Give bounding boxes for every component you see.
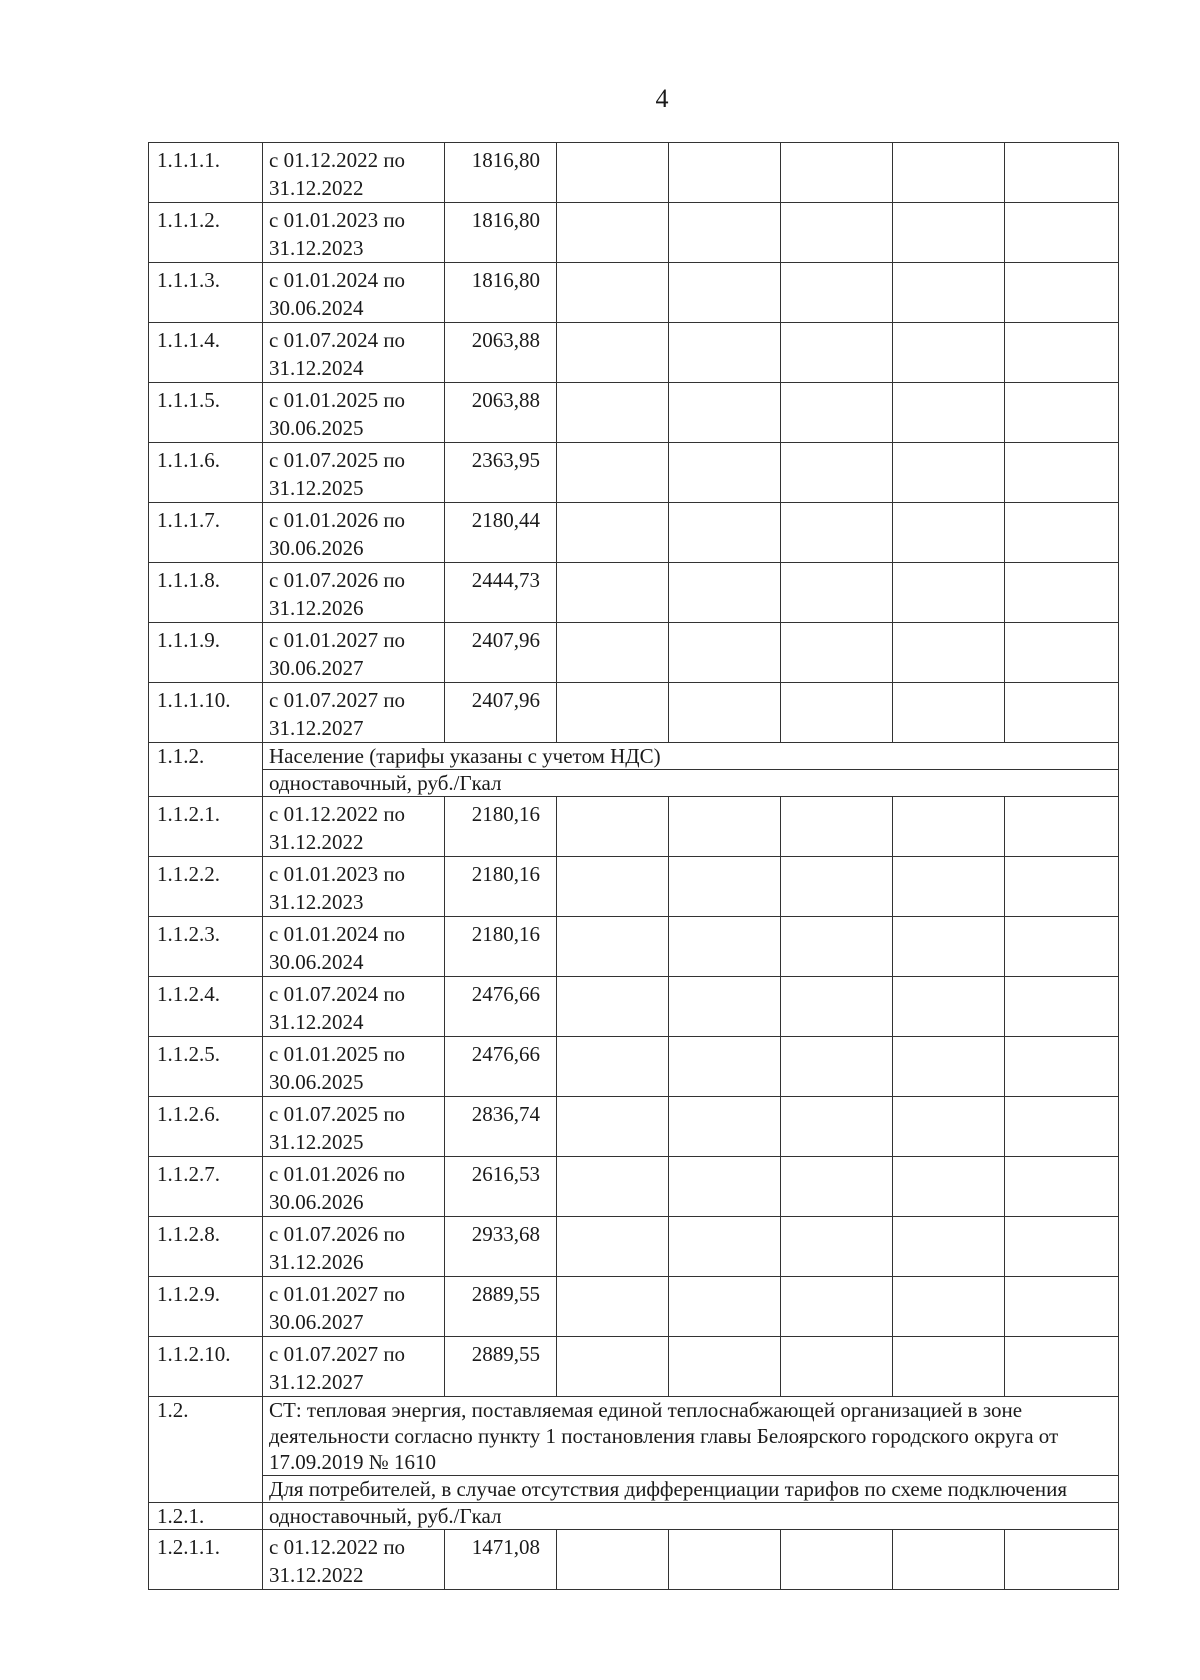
tariff-value-cell: 2063,88 bbox=[445, 383, 557, 443]
empty-cell bbox=[557, 383, 669, 443]
empty-cell bbox=[669, 683, 781, 743]
empty-cell bbox=[557, 1097, 669, 1157]
row-number-cell: 1.1.1.10. bbox=[149, 683, 263, 743]
empty-cell bbox=[669, 917, 781, 977]
empty-cell bbox=[893, 1277, 1005, 1337]
empty-cell bbox=[557, 857, 669, 917]
empty-cell bbox=[781, 1277, 893, 1337]
empty-cell bbox=[669, 1337, 781, 1397]
empty-cell bbox=[1005, 1097, 1119, 1157]
page-number: 4 bbox=[655, 84, 669, 113]
empty-cell bbox=[669, 623, 781, 683]
period-cell: с 01.07.2025 по 31.12.2025 bbox=[263, 443, 445, 503]
tariff-table bbox=[148, 142, 1119, 1590]
table-row bbox=[149, 1337, 1119, 1397]
tariff-value-cell: 2616,53 bbox=[445, 1157, 557, 1217]
empty-cell bbox=[781, 143, 893, 203]
table-row bbox=[149, 683, 1119, 743]
empty-cell bbox=[893, 917, 1005, 977]
tariff-value-cell: 2836,74 bbox=[445, 1097, 557, 1157]
table-row bbox=[149, 263, 1119, 323]
empty-cell bbox=[781, 1037, 893, 1097]
row-number-cell: 1.1.2.9. bbox=[149, 1277, 263, 1337]
empty-cell bbox=[669, 1037, 781, 1097]
table-row bbox=[149, 503, 1119, 563]
period-cell: с 01.01.2025 по 30.06.2025 bbox=[263, 1037, 445, 1097]
table-row bbox=[149, 1476, 1119, 1503]
empty-cell bbox=[781, 1097, 893, 1157]
table-row bbox=[149, 917, 1119, 977]
row-number-cell: 1.1.1.7. bbox=[149, 503, 263, 563]
period-cell: с 01.07.2024 по 31.12.2024 bbox=[263, 977, 445, 1037]
empty-cell bbox=[781, 797, 893, 857]
empty-cell bbox=[781, 203, 893, 263]
tariff-value-cell: 2476,66 bbox=[445, 1037, 557, 1097]
row-number-cell: 1.1.2.3. bbox=[149, 917, 263, 977]
row-number-cell: 1.1.2.1. bbox=[149, 797, 263, 857]
empty-cell bbox=[557, 797, 669, 857]
empty-cell bbox=[557, 1530, 669, 1590]
empty-cell bbox=[557, 1037, 669, 1097]
empty-cell bbox=[1005, 1037, 1119, 1097]
tariff-value-cell: 2363,95 bbox=[445, 443, 557, 503]
tariff-value-cell: 2180,16 bbox=[445, 917, 557, 977]
empty-cell bbox=[893, 1157, 1005, 1217]
empty-cell bbox=[893, 203, 1005, 263]
empty-cell bbox=[1005, 263, 1119, 323]
empty-cell bbox=[893, 1037, 1005, 1097]
row-number-cell: 1.1.1.9. bbox=[149, 623, 263, 683]
row-number-cell: 1.1.1.5. bbox=[149, 383, 263, 443]
row-number-cell: 1.1.1.6. bbox=[149, 443, 263, 503]
table-row bbox=[149, 1530, 1119, 1590]
empty-cell bbox=[557, 1337, 669, 1397]
table-row bbox=[149, 383, 1119, 443]
empty-cell bbox=[893, 797, 1005, 857]
table-row bbox=[149, 770, 1119, 797]
empty-cell bbox=[1005, 977, 1119, 1037]
empty-cell bbox=[557, 203, 669, 263]
row-number-cell: 1.1.2.5. bbox=[149, 1037, 263, 1097]
empty-cell bbox=[781, 563, 893, 623]
table-row bbox=[149, 977, 1119, 1037]
empty-cell bbox=[781, 857, 893, 917]
period-cell: с 01.07.2027 по 31.12.2027 bbox=[263, 1337, 445, 1397]
period-cell: с 01.01.2023 по 31.12.2023 bbox=[263, 857, 445, 917]
tariff-value-cell: 2476,66 bbox=[445, 977, 557, 1037]
empty-cell bbox=[893, 263, 1005, 323]
table-row bbox=[149, 1277, 1119, 1337]
empty-cell bbox=[893, 683, 1005, 743]
empty-cell bbox=[1005, 1337, 1119, 1397]
row-number-cell: 1.1.1.8. bbox=[149, 563, 263, 623]
empty-cell bbox=[893, 1097, 1005, 1157]
tariff-value-cell: 2063,88 bbox=[445, 323, 557, 383]
tariff-value-cell: 2889,55 bbox=[445, 1277, 557, 1337]
empty-cell bbox=[669, 1217, 781, 1277]
empty-cell bbox=[781, 503, 893, 563]
period-cell: с 01.07.2026 по 31.12.2026 bbox=[263, 1217, 445, 1277]
empty-cell bbox=[669, 143, 781, 203]
group-heading-cell: СТ: тепловая энергия, поставляемая единой теплоснабжающей организацией в зоне деятельности согласно пункту 1 постановления главы Белоярского городского округа от 17.09.2019 № 1610 bbox=[263, 1397, 1119, 1476]
period-cell: с 01.12.2022 по 31.12.2022 bbox=[263, 797, 445, 857]
empty-cell bbox=[781, 683, 893, 743]
group-subheading-cell: одноставочный, руб./Гкал bbox=[263, 770, 1119, 797]
empty-cell bbox=[893, 623, 1005, 683]
period-cell: с 01.07.2026 по 31.12.2026 bbox=[263, 563, 445, 623]
empty-cell bbox=[893, 143, 1005, 203]
empty-cell bbox=[1005, 443, 1119, 503]
empty-cell bbox=[781, 1337, 893, 1397]
row-number-cell: 1.2.1. bbox=[149, 1503, 263, 1530]
row-number-cell: 1.1.2.2. bbox=[149, 857, 263, 917]
tariff-value-cell: 2180,16 bbox=[445, 857, 557, 917]
tariff-value-cell: 1471,08 bbox=[445, 1530, 557, 1590]
row-number-cell: 1.1.1.1. bbox=[149, 143, 263, 203]
tariff-value-cell: 2180,44 bbox=[445, 503, 557, 563]
empty-cell bbox=[669, 857, 781, 917]
table-row bbox=[149, 1503, 1119, 1530]
empty-cell bbox=[781, 1530, 893, 1590]
empty-cell bbox=[1005, 383, 1119, 443]
tariff-value-cell: 1816,80 bbox=[445, 143, 557, 203]
tariff-value-cell: 2889,55 bbox=[445, 1337, 557, 1397]
empty-cell bbox=[781, 383, 893, 443]
tariff-value-cell: 1816,80 bbox=[445, 203, 557, 263]
row-number-cell: 1.2.1.1. bbox=[149, 1530, 263, 1590]
empty-cell bbox=[1005, 143, 1119, 203]
empty-cell bbox=[1005, 623, 1119, 683]
empty-cell bbox=[669, 1097, 781, 1157]
row-number-cell: 1.1.2.7. bbox=[149, 1157, 263, 1217]
empty-cell bbox=[893, 1337, 1005, 1397]
empty-cell bbox=[781, 1217, 893, 1277]
table-row bbox=[149, 1097, 1119, 1157]
period-cell: с 01.07.2027 по 31.12.2027 bbox=[263, 683, 445, 743]
empty-cell bbox=[1005, 857, 1119, 917]
tariff-value-cell: 2407,96 bbox=[445, 623, 557, 683]
table-row bbox=[149, 143, 1119, 203]
period-cell: с 01.01.2025 по 30.06.2025 bbox=[263, 383, 445, 443]
empty-cell bbox=[1005, 323, 1119, 383]
table-row bbox=[149, 203, 1119, 263]
empty-cell bbox=[893, 1217, 1005, 1277]
empty-cell bbox=[1005, 917, 1119, 977]
empty-cell bbox=[781, 1157, 893, 1217]
period-cell: с 01.01.2027 по 30.06.2027 bbox=[263, 623, 445, 683]
empty-cell bbox=[669, 383, 781, 443]
table-row bbox=[149, 443, 1119, 503]
empty-cell bbox=[1005, 683, 1119, 743]
tariff-value-cell: 2180,16 bbox=[445, 797, 557, 857]
row-number-cell: 1.1.2. bbox=[149, 743, 263, 797]
row-number-cell: 1.2. bbox=[149, 1397, 263, 1503]
empty-cell bbox=[669, 503, 781, 563]
empty-cell bbox=[893, 383, 1005, 443]
empty-cell bbox=[669, 323, 781, 383]
period-cell: с 01.07.2025 по 31.12.2025 bbox=[263, 1097, 445, 1157]
table-body bbox=[149, 143, 1119, 1590]
table-row bbox=[149, 323, 1119, 383]
empty-cell bbox=[781, 263, 893, 323]
empty-cell bbox=[1005, 203, 1119, 263]
empty-cell bbox=[669, 563, 781, 623]
empty-cell bbox=[669, 443, 781, 503]
table-row bbox=[149, 623, 1119, 683]
row-number-cell: 1.1.2.8. bbox=[149, 1217, 263, 1277]
empty-cell bbox=[557, 623, 669, 683]
empty-cell bbox=[781, 977, 893, 1037]
empty-cell bbox=[669, 977, 781, 1037]
period-cell: с 01.01.2024 по 30.06.2024 bbox=[263, 917, 445, 977]
period-cell: с 01.01.2027 по 30.06.2027 bbox=[263, 1277, 445, 1337]
empty-cell bbox=[893, 1530, 1005, 1590]
tariff-value-cell: 2933,68 bbox=[445, 1217, 557, 1277]
period-cell: с 01.12.2022 по 31.12.2022 bbox=[263, 1530, 445, 1590]
empty-cell bbox=[557, 143, 669, 203]
row-number-cell: 1.1.2.4. bbox=[149, 977, 263, 1037]
empty-cell bbox=[557, 263, 669, 323]
empty-cell bbox=[557, 683, 669, 743]
empty-cell bbox=[557, 977, 669, 1037]
empty-cell bbox=[781, 323, 893, 383]
empty-cell bbox=[669, 203, 781, 263]
group-heading-cell: одноставочный, руб./Гкал bbox=[263, 1503, 1119, 1530]
empty-cell bbox=[893, 977, 1005, 1037]
empty-cell bbox=[1005, 1217, 1119, 1277]
group-subheading-cell: Для потребителей, в случае отсутствия дифференциации тарифов по схеме подключения bbox=[263, 1476, 1119, 1503]
period-cell: с 01.07.2024 по 31.12.2024 bbox=[263, 323, 445, 383]
row-number-cell: 1.1.1.4. bbox=[149, 323, 263, 383]
table-row bbox=[149, 1217, 1119, 1277]
empty-cell bbox=[669, 1530, 781, 1590]
empty-cell bbox=[781, 623, 893, 683]
empty-cell bbox=[1005, 1530, 1119, 1590]
tariff-value-cell: 1816,80 bbox=[445, 263, 557, 323]
empty-cell bbox=[781, 443, 893, 503]
empty-cell bbox=[557, 1277, 669, 1337]
table-row bbox=[149, 1157, 1119, 1217]
period-cell: с 01.01.2023 по 31.12.2023 bbox=[263, 203, 445, 263]
empty-cell bbox=[557, 1157, 669, 1217]
empty-cell bbox=[893, 443, 1005, 503]
table-row bbox=[149, 743, 1119, 770]
empty-cell bbox=[557, 563, 669, 623]
table-row bbox=[149, 797, 1119, 857]
group-heading-cell: Население (тарифы указаны с учетом НДС) bbox=[263, 743, 1119, 770]
empty-cell bbox=[557, 917, 669, 977]
empty-cell bbox=[893, 563, 1005, 623]
empty-cell bbox=[669, 1277, 781, 1337]
empty-cell bbox=[557, 503, 669, 563]
empty-cell bbox=[557, 1217, 669, 1277]
row-number-cell: 1.1.2.6. bbox=[149, 1097, 263, 1157]
row-number-cell: 1.1.1.2. bbox=[149, 203, 263, 263]
empty-cell bbox=[669, 797, 781, 857]
empty-cell bbox=[893, 857, 1005, 917]
empty-cell bbox=[1005, 503, 1119, 563]
empty-cell bbox=[1005, 1157, 1119, 1217]
tariff-value-cell: 2407,96 bbox=[445, 683, 557, 743]
empty-cell bbox=[669, 263, 781, 323]
empty-cell bbox=[781, 917, 893, 977]
table-row bbox=[149, 563, 1119, 623]
period-cell: с 01.01.2026 по 30.06.2026 bbox=[263, 1157, 445, 1217]
empty-cell bbox=[1005, 563, 1119, 623]
empty-cell bbox=[1005, 1277, 1119, 1337]
row-number-cell: 1.1.1.3. bbox=[149, 263, 263, 323]
empty-cell bbox=[893, 323, 1005, 383]
tariff-value-cell: 2444,73 bbox=[445, 563, 557, 623]
empty-cell bbox=[1005, 797, 1119, 857]
empty-cell bbox=[669, 1157, 781, 1217]
empty-cell bbox=[557, 443, 669, 503]
period-cell: с 01.01.2026 по 30.06.2026 bbox=[263, 503, 445, 563]
row-number-cell: 1.1.2.10. bbox=[149, 1337, 263, 1397]
period-cell: с 01.01.2024 по 30.06.2024 bbox=[263, 263, 445, 323]
table-row bbox=[149, 1037, 1119, 1097]
table-row bbox=[149, 1397, 1119, 1476]
table-row bbox=[149, 857, 1119, 917]
empty-cell bbox=[893, 503, 1005, 563]
period-cell: с 01.12.2022 по 31.12.2022 bbox=[263, 143, 445, 203]
empty-cell bbox=[557, 323, 669, 383]
